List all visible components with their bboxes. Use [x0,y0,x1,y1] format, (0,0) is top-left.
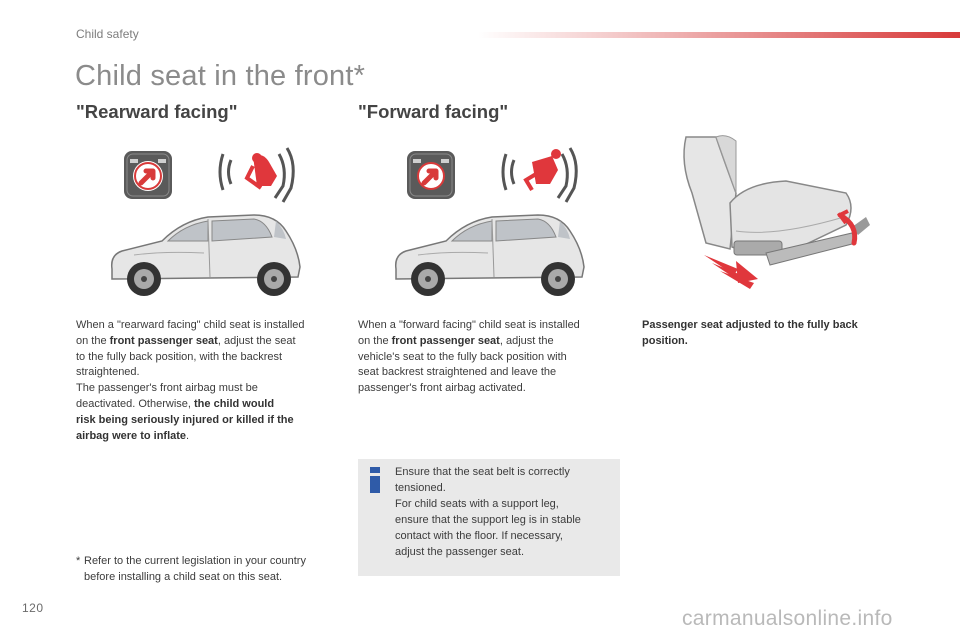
forward-line-4: seat backrest straightened and leave the [358,366,557,379]
forward-instructions [358,318,628,397]
forward-line-5: passenger's front airbag activated. [358,382,526,395]
page-title: Child seat in the front* [75,60,366,92]
rearward-line-1: When a "rearward facing" child seat is installed [76,319,305,331]
seat-caption: Passenger seat adjusted to the fully back position. [642,319,858,347]
header-accent-bar [478,32,960,38]
footnote-star: * [76,555,81,567]
rearward-line-6: deactivated. Otherwise, the child would [76,397,275,410]
rearward-line-8: airbag were to inflate. [76,429,190,442]
forward-line-3: vehicle's seat to the fully back position with [358,350,567,363]
info-text: Ensure that the seat belt is correctly tensioned. For child seats with a support leg, ensure that the support leg is in stable contact with the floor. If necessary, adjust the passenger seat. [395,466,581,558]
section-label: Child safety [76,27,139,41]
airbag-off-label-icon [123,150,173,200]
rearward-child-seat-icon [213,144,303,206]
rearward-line-5: The passenger's front airbag must be [76,382,258,395]
forward-line-1: When a "forward facing" child seat is installed [358,319,580,331]
rearward-line-3: to the fully back position, with the backrest [76,350,283,363]
rearward-line-7: risk being seriously injured or killed if the [76,413,294,426]
footnote: * Refer to the current legislation in your country before installing a child seat on this seat. [76,555,306,583]
airbag-on-label-icon [406,150,456,200]
car-side-illustration-forward [388,207,590,303]
page-number: 120 [22,601,44,615]
car-side-illustration-rearward [104,207,306,303]
rearward-line-4: straightened. [76,366,140,379]
info-icon [370,467,380,493]
forward-heading: "Forward facing" [358,101,509,122]
forward-child-seat-icon [496,144,586,206]
rearward-instructions [76,318,346,444]
watermark: carmanualsonline.info [682,607,893,630]
rearward-heading: "Rearward facing" [76,101,238,122]
forward-line-2: on the front passenger seat, adjust the [358,334,554,347]
rearward-line-2: on the front passenger seat, adjust the seat [76,334,296,347]
passenger-seat-illustration [676,133,874,301]
